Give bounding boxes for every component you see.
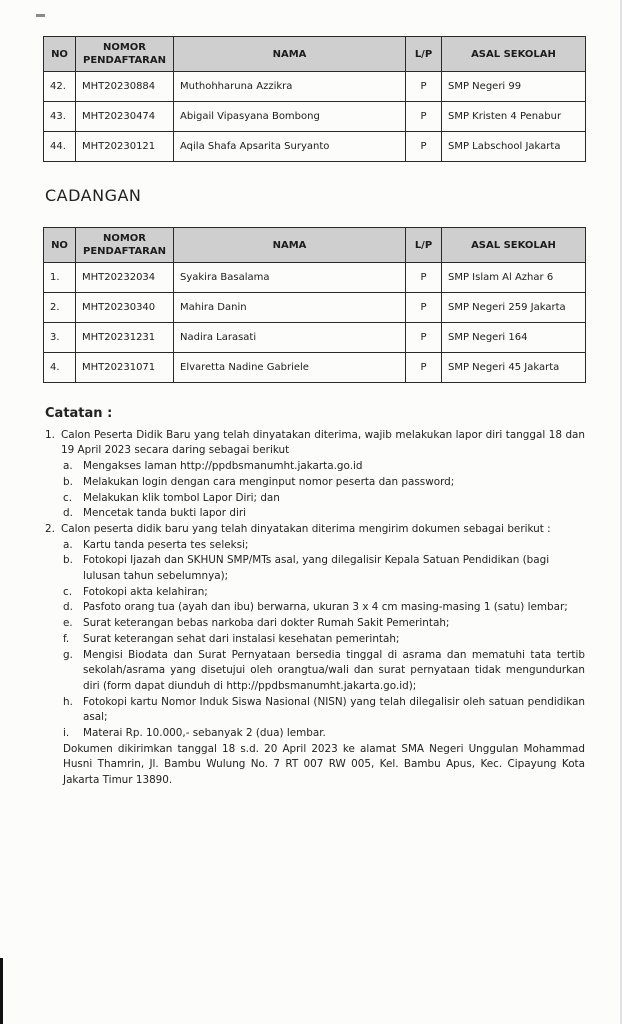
cell-no: 44. bbox=[44, 132, 76, 162]
subitem-text: Melakukan klik tombol Lapor Diri; dan bbox=[83, 491, 280, 504]
subitem-letter: a. bbox=[63, 538, 73, 551]
subitem-letter: e. bbox=[63, 617, 73, 630]
subitem-text: Mengakses laman http://ppdbsmanumht.jakarta.go.id bbox=[83, 460, 363, 473]
note-subitem bbox=[45, 538, 585, 554]
cell-gender: P bbox=[406, 102, 442, 132]
table-body bbox=[44, 72, 586, 162]
note-item bbox=[45, 522, 585, 538]
notes-section bbox=[45, 406, 585, 789]
col-header-gender: L/P bbox=[406, 228, 442, 263]
cell-school: SMP Islam Al Azhar 6 bbox=[442, 263, 586, 293]
cell-name: Muthohharuna Azzikra bbox=[174, 72, 406, 102]
col-header-name: NAMA bbox=[174, 37, 406, 72]
scan-mark bbox=[36, 14, 45, 17]
note-subitem bbox=[45, 491, 585, 507]
col-header-registration-line2: PENDAFTARAN bbox=[83, 246, 166, 257]
cell-registration: MHT20231071 bbox=[76, 353, 174, 383]
col-header-registration-line1: NOMOR bbox=[102, 42, 147, 53]
col-header-registration-line2: PENDAFTARAN bbox=[83, 55, 166, 66]
subitem-text: Mencetak tanda bukti lapor diri bbox=[83, 507, 246, 520]
subitem-text: Mengisi Biodata dan Surat Pernyataan bersedia tinggal di asrama dan mematuhi tata tertib sekolah/asrama yang disetujui oleh orangtua/wali dan surat pernyataan tidak mengundurkan diri (form dapat diunduh di http://ppdbsmanumht.jakarta.go.id); bbox=[83, 648, 585, 692]
col-header-registration-line1: NOMOR bbox=[102, 233, 147, 244]
cell-registration: MHT20231231 bbox=[76, 323, 174, 353]
subitem-text: Fotokopi kartu Nomor Induk Siswa Nasional (NISN) yang telah dilegalisir oleh satuan pendidikan asal; bbox=[83, 695, 585, 724]
note-subitem bbox=[45, 616, 585, 632]
subitem-letter: c. bbox=[63, 491, 73, 504]
note-subitem bbox=[45, 475, 585, 491]
table-body bbox=[44, 263, 586, 383]
cell-school: SMP Negeri 259 Jakarta bbox=[442, 293, 586, 323]
subitem-letter: b. bbox=[63, 554, 73, 567]
cell-school: SMP Kristen 4 Penabur bbox=[442, 102, 586, 132]
subitem-text: Melakukan login dengan cara menginput nomor peserta dan password; bbox=[83, 475, 455, 488]
cell-gender: P bbox=[406, 323, 442, 353]
note-number: 2. bbox=[45, 522, 55, 535]
col-header-registration bbox=[76, 37, 174, 72]
table-row bbox=[44, 102, 586, 132]
scan-edge-left bbox=[0, 958, 3, 1024]
table-row bbox=[44, 293, 586, 323]
cell-registration: MHT20230884 bbox=[76, 72, 174, 102]
subitem-letter: i. bbox=[63, 727, 70, 740]
accepted-students-table bbox=[43, 36, 586, 162]
cell-gender: P bbox=[406, 263, 442, 293]
note-subitem bbox=[45, 600, 585, 616]
cell-name: Syakira Basalama bbox=[174, 263, 406, 293]
notes-title: Catatan : bbox=[45, 406, 113, 421]
note-number: 1. bbox=[45, 428, 55, 441]
cell-name: Elvaretta Nadine Gabriele bbox=[174, 353, 406, 383]
cell-no: 1. bbox=[44, 263, 76, 293]
subitem-text: Fotokopi Ijazah dan SKHUN SMP/MTs asal, yang dilegalisir Kepala Satuan Pendidikan (bagi lulusan tahun sebelumnya); bbox=[83, 554, 550, 583]
subitem-letter: d. bbox=[63, 601, 73, 614]
note-subitem bbox=[45, 459, 585, 475]
subitem-text: Surat keterangan bebas narkoba dari dokter Rumah Sakit Pemerintah; bbox=[83, 617, 450, 630]
cell-registration: MHT20230474 bbox=[76, 102, 174, 132]
note-subitem bbox=[45, 695, 585, 726]
note-text: Calon Peserta Didik Baru yang telah dinyatakan diterima, wajib melakukan lapor diri tanggal 18 dan 19 April 2023 secara daring sebagai berikut bbox=[61, 428, 585, 457]
table-header bbox=[44, 37, 586, 72]
table-row bbox=[44, 72, 586, 102]
cell-gender: P bbox=[406, 72, 442, 102]
cell-school: SMP Labschool Jakarta bbox=[442, 132, 586, 162]
cell-registration: MHT20230121 bbox=[76, 132, 174, 162]
cell-name: Nadira Larasati bbox=[174, 323, 406, 353]
cell-registration: MHT20230340 bbox=[76, 293, 174, 323]
subitem-letter: h. bbox=[63, 695, 73, 708]
cell-name: Aqila Shafa Apsarita Suryanto bbox=[174, 132, 406, 162]
subitem-letter: b. bbox=[63, 475, 73, 488]
cell-school: SMP Negeri 45 Jakarta bbox=[442, 353, 586, 383]
subitem-text: Surat keterangan sehat dari instalasi kesehatan pemerintah; bbox=[83, 632, 400, 645]
cell-gender: P bbox=[406, 353, 442, 383]
subitem-text: Fotokopi akta kelahiran; bbox=[83, 585, 208, 598]
note-subitem bbox=[45, 648, 585, 695]
cell-no: 3. bbox=[44, 323, 76, 353]
cell-school: SMP Negeri 99 bbox=[442, 72, 586, 102]
col-header-gender: L/P bbox=[406, 37, 442, 72]
reserve-section-title: CADANGAN bbox=[45, 186, 142, 205]
cell-gender: P bbox=[406, 293, 442, 323]
subitem-letter: f. bbox=[63, 632, 70, 645]
cell-name: Mahira Danin bbox=[174, 293, 406, 323]
note-text: Calon peserta didik baru yang telah dinyatakan diterima mengirim dokumen sebagai berikut : bbox=[61, 522, 551, 535]
table-row bbox=[44, 353, 586, 383]
note-subitem bbox=[45, 585, 585, 601]
table-row bbox=[44, 323, 586, 353]
subitem-text: Kartu tanda peserta tes seleksi; bbox=[83, 538, 249, 551]
col-header-school: ASAL SEKOLAH bbox=[442, 228, 586, 263]
note-item bbox=[45, 428, 585, 459]
reserve-students-table bbox=[43, 227, 586, 383]
note-subitem bbox=[45, 506, 585, 522]
cell-no: 43. bbox=[44, 102, 76, 132]
cell-no: 4. bbox=[44, 353, 76, 383]
col-header-no: NO bbox=[44, 37, 76, 72]
subitem-letter: a. bbox=[63, 460, 73, 473]
subitem-letter: g. bbox=[63, 648, 73, 661]
note-subitem bbox=[45, 726, 585, 742]
cell-school: SMP Negeri 164 bbox=[442, 323, 586, 353]
cell-registration: MHT20232034 bbox=[76, 263, 174, 293]
cell-name: Abigail Vipasyana Bombong bbox=[174, 102, 406, 132]
col-header-no: NO bbox=[44, 228, 76, 263]
subitem-letter: c. bbox=[63, 585, 73, 598]
notes-list bbox=[45, 428, 585, 742]
note-subitem bbox=[45, 632, 585, 648]
cell-no: 2. bbox=[44, 293, 76, 323]
subitem-letter: d. bbox=[63, 507, 73, 520]
subitem-text: Pasfoto orang tua (ayah dan ibu) berwarna, ukuran 3 x 4 cm masing-masing 1 (satu) lembar; bbox=[83, 601, 568, 614]
table-header bbox=[44, 228, 586, 263]
col-header-registration bbox=[76, 228, 174, 263]
notes-closing-paragraph: Dokumen dikirimkan tanggal 18 s.d. 20 April 2023 ke alamat SMA Negeri Unggulan Mohammad Husni Thamrin, Jl. Bambu Wulung No. 7 RT 007 RW 005, Kel. Bambu Apus, Kec. Cipayung Kota Jakarta Timur 13890. bbox=[63, 742, 585, 787]
col-header-name: NAMA bbox=[174, 228, 406, 263]
col-header-school: ASAL SEKOLAH bbox=[442, 37, 586, 72]
table-row bbox=[44, 132, 586, 162]
table-row bbox=[44, 263, 586, 293]
cell-gender: P bbox=[406, 132, 442, 162]
note-subitem bbox=[45, 553, 585, 584]
cell-no: 42. bbox=[44, 72, 76, 102]
subitem-text: Materai Rp. 10.000,- sebanyak 2 (dua) lembar. bbox=[83, 727, 326, 740]
